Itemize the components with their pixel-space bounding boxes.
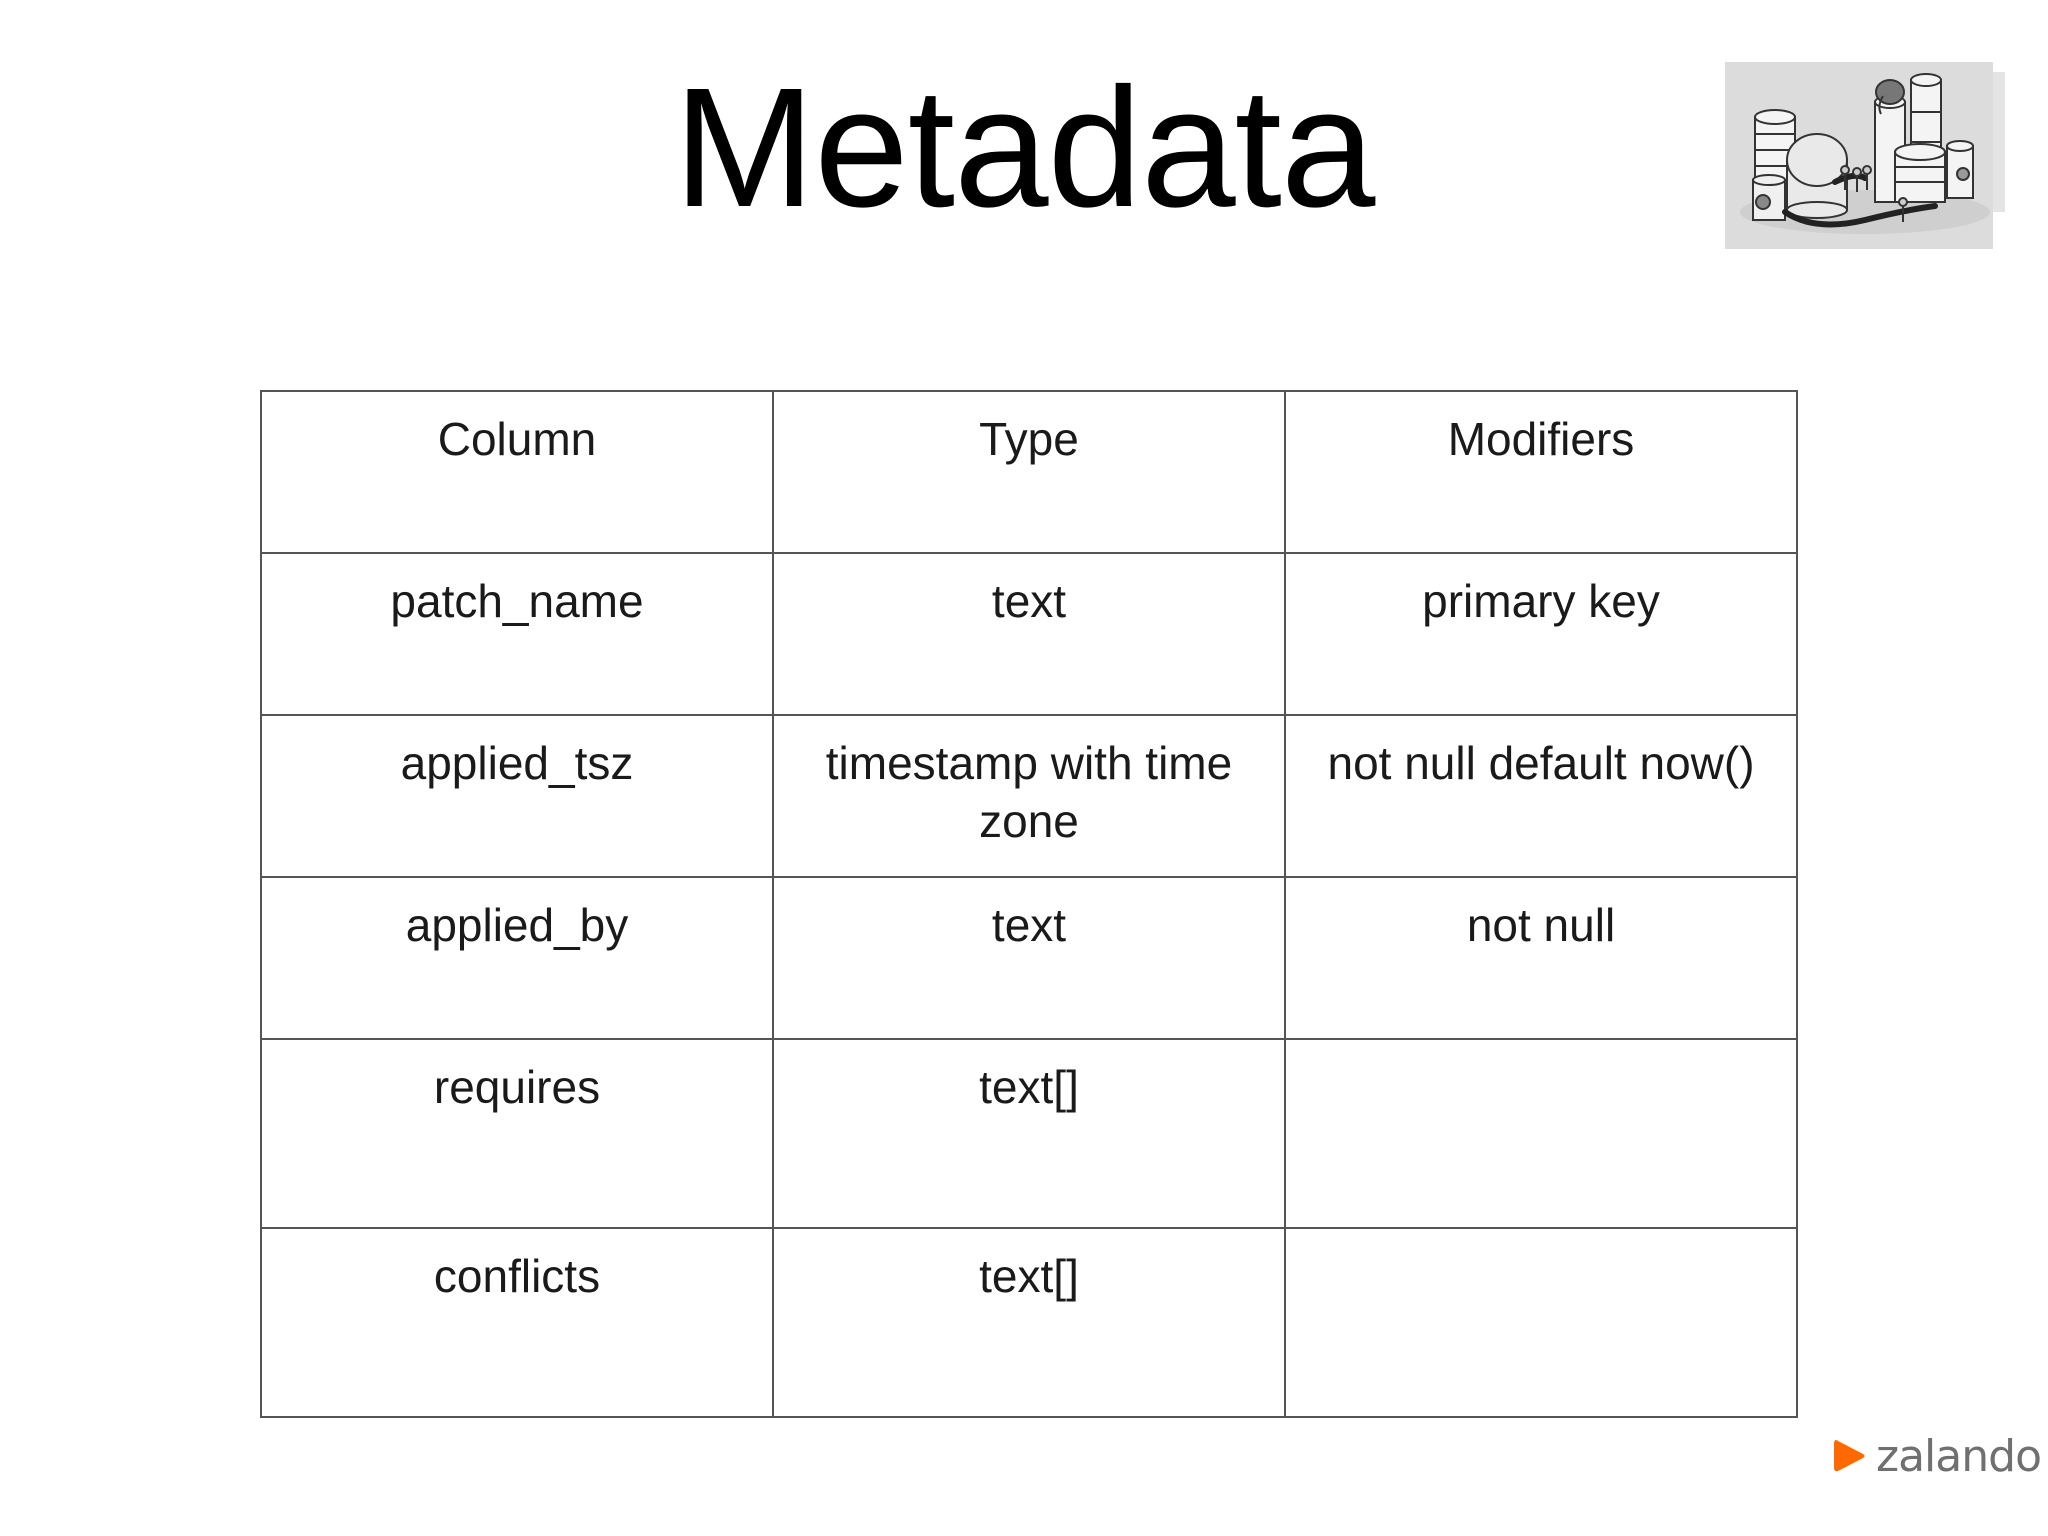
table-header-cell: Modifiers	[1285, 391, 1797, 553]
table-cell: text[]	[773, 1228, 1285, 1417]
table-cell: patch_name	[261, 553, 773, 715]
zalando-logo	[1832, 1428, 2041, 1484]
table-cell: not null	[1285, 877, 1797, 1039]
table-header-cell: Type	[773, 391, 1285, 553]
table-cell: timestamp with time zone	[773, 715, 1285, 877]
zalando-play-icon	[1832, 1436, 1866, 1476]
table-cell: not null default now()	[1285, 715, 1797, 877]
metadata-table	[260, 390, 1798, 1418]
table-header-row	[261, 391, 1797, 553]
table-cell: text	[773, 877, 1285, 1039]
database-cartoon-illustration	[1725, 62, 2008, 249]
table-row	[261, 553, 1797, 715]
table-cell: primary key	[1285, 553, 1797, 715]
table-cell	[1285, 1039, 1797, 1228]
table-cell: text[]	[773, 1039, 1285, 1228]
table-cell: applied_by	[261, 877, 773, 1039]
table-cell: conflicts	[261, 1228, 773, 1417]
table-header-cell: Column	[261, 391, 773, 553]
table-row	[261, 715, 1797, 877]
zalando-wordmark: zalando	[1876, 1430, 2041, 1482]
table-row	[261, 1039, 1797, 1228]
slide-title: Metadata	[673, 53, 1375, 243]
table-cell: applied_tsz	[261, 715, 773, 877]
table-row	[261, 877, 1797, 1039]
table-cell: requires	[261, 1039, 773, 1228]
table-cell: text	[773, 553, 1285, 715]
table-cell	[1285, 1228, 1797, 1417]
table-row	[261, 1228, 1797, 1417]
